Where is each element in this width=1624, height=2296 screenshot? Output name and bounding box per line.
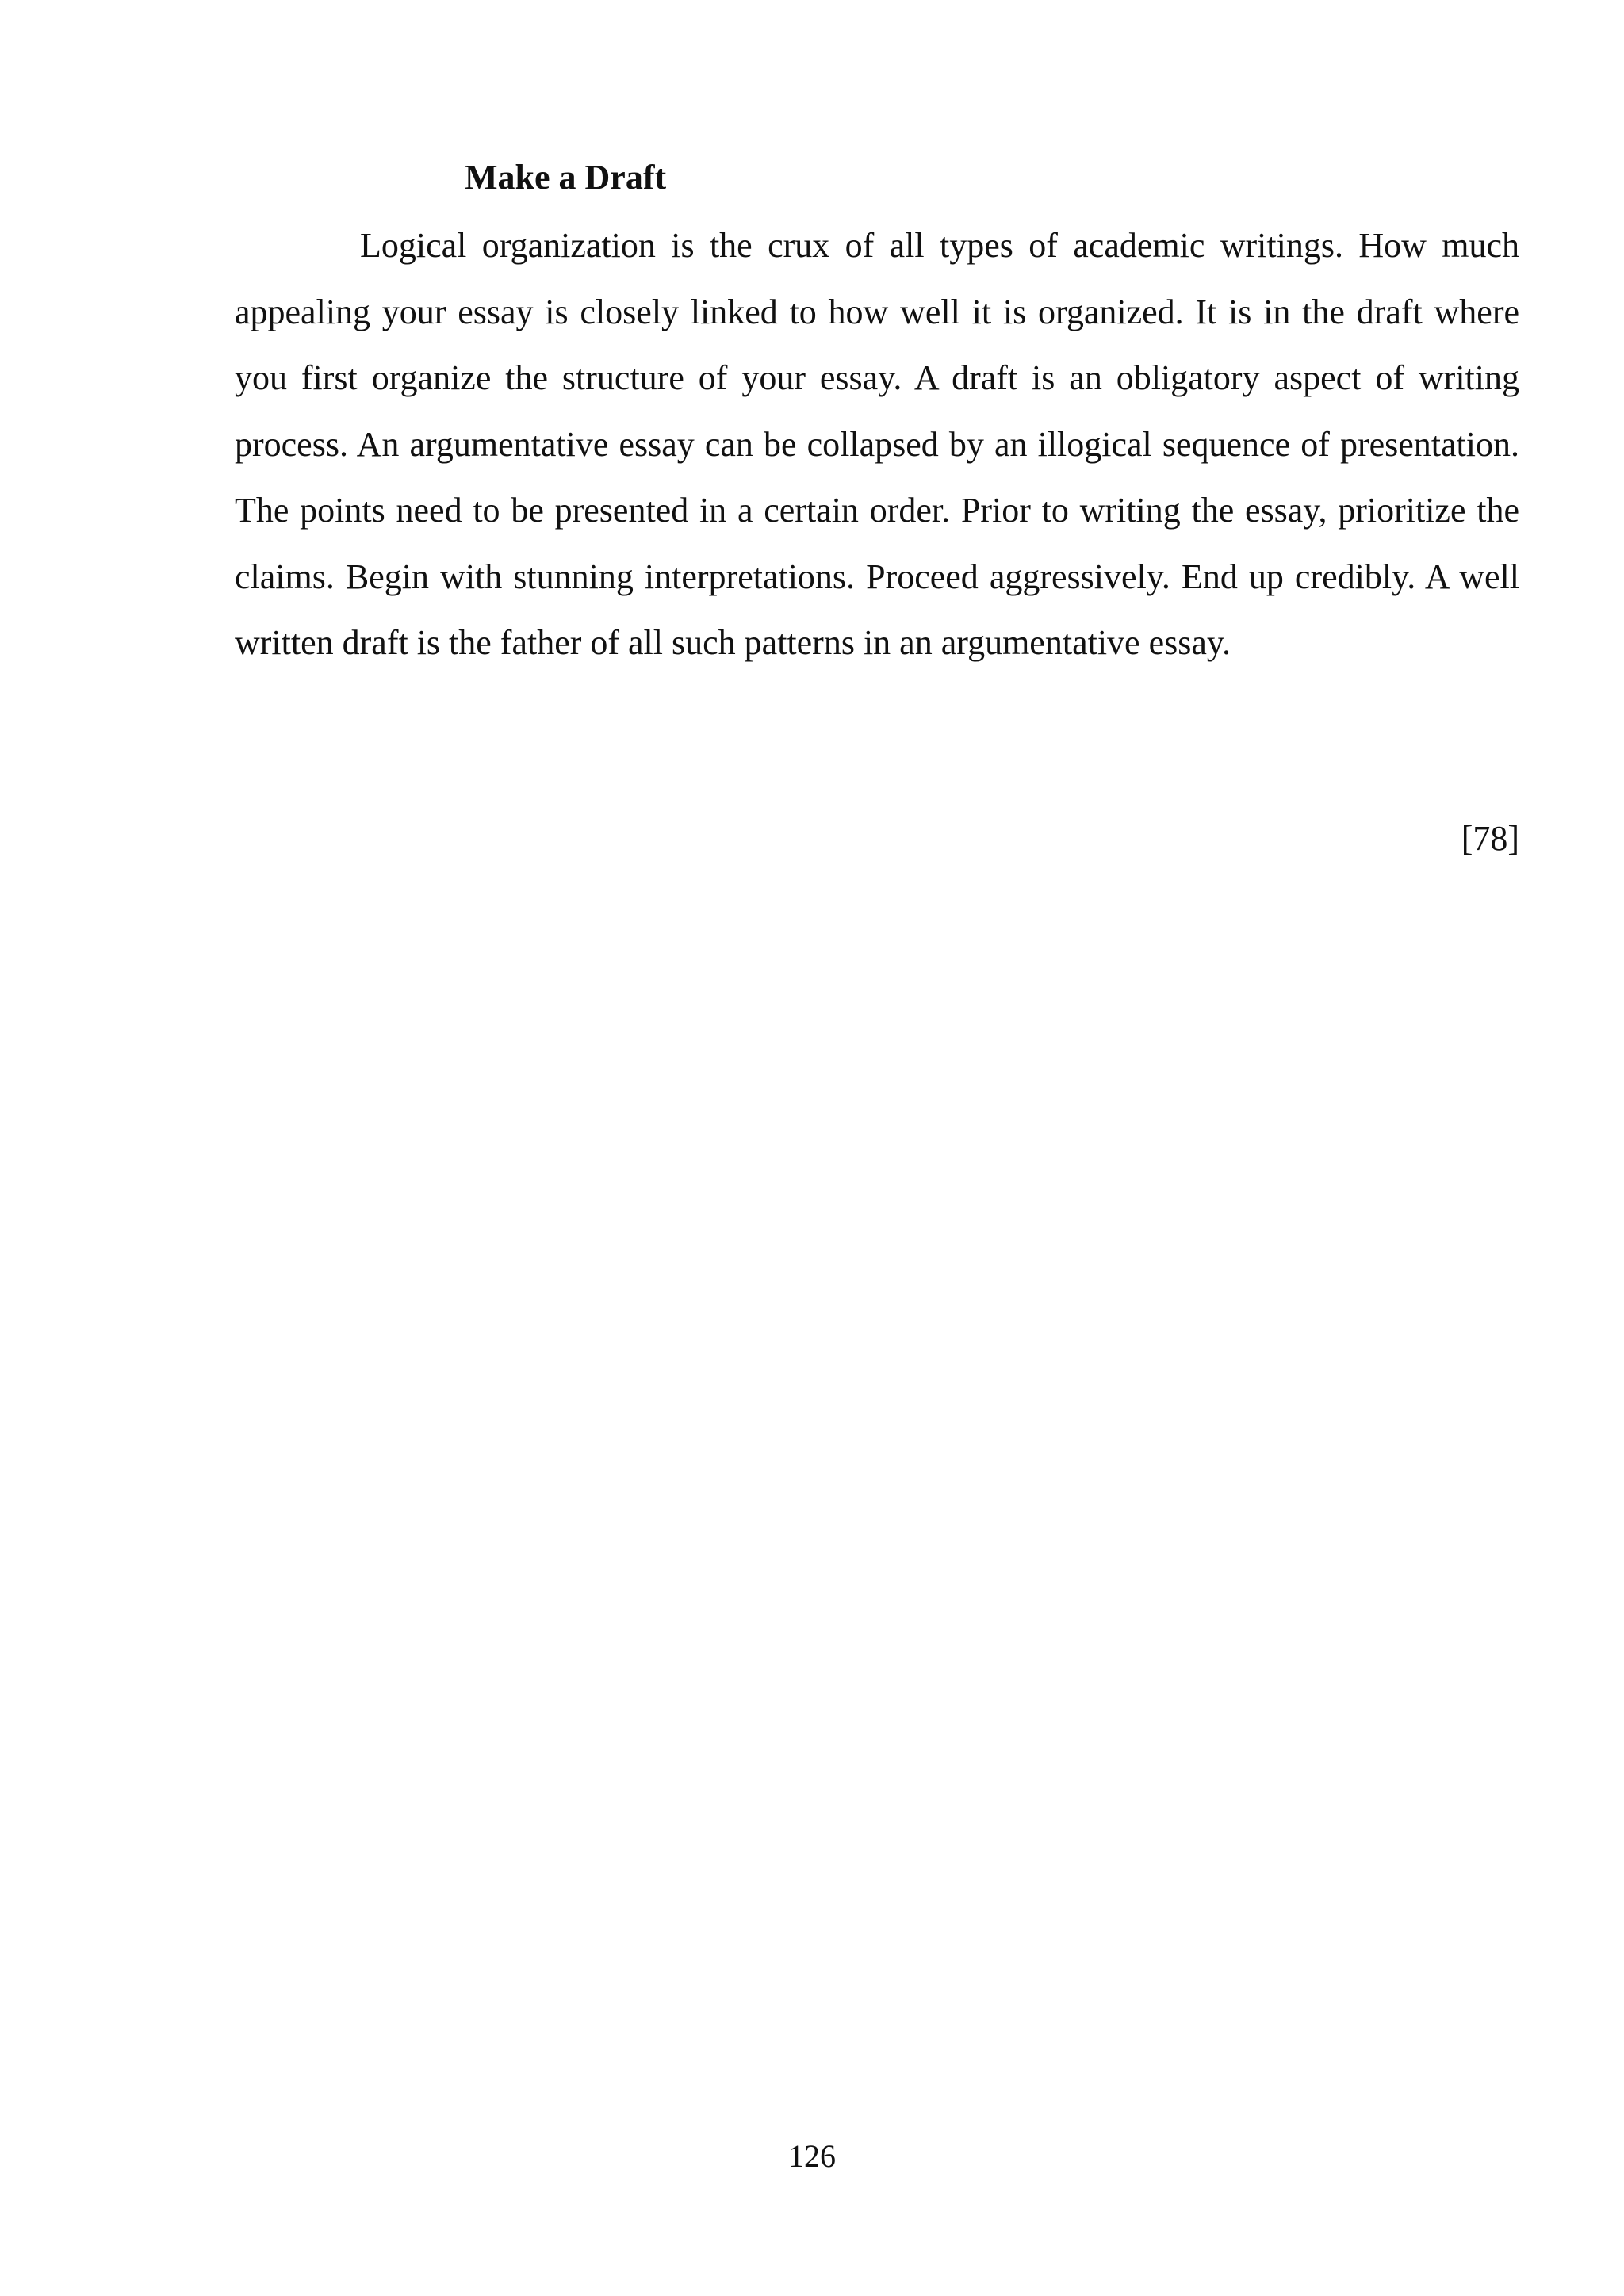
body-paragraph: Logical organization is the crux of all types of academic writings. How much appealing your essay is closely linked to how well it is organized. It is in the draft where you first organize the structure of your essay. A draft is an obligatory aspect of writing process. An argumentative essay can be collapsed by an illogical sequence of presentation. The points need to be presented in a certain order. Prior to writing the essay, prioritize the claims. Begin with stunning interpretations. Proceed aggressively. End up credibly. A well written draft is the father of all such patterns in an argumentative essay. — [235, 226, 1519, 662]
citation-reference: [78] — [1461, 819, 1519, 858]
page-number: 126 — [788, 2138, 836, 2174]
section-heading: Make a Draft — [465, 158, 667, 197]
